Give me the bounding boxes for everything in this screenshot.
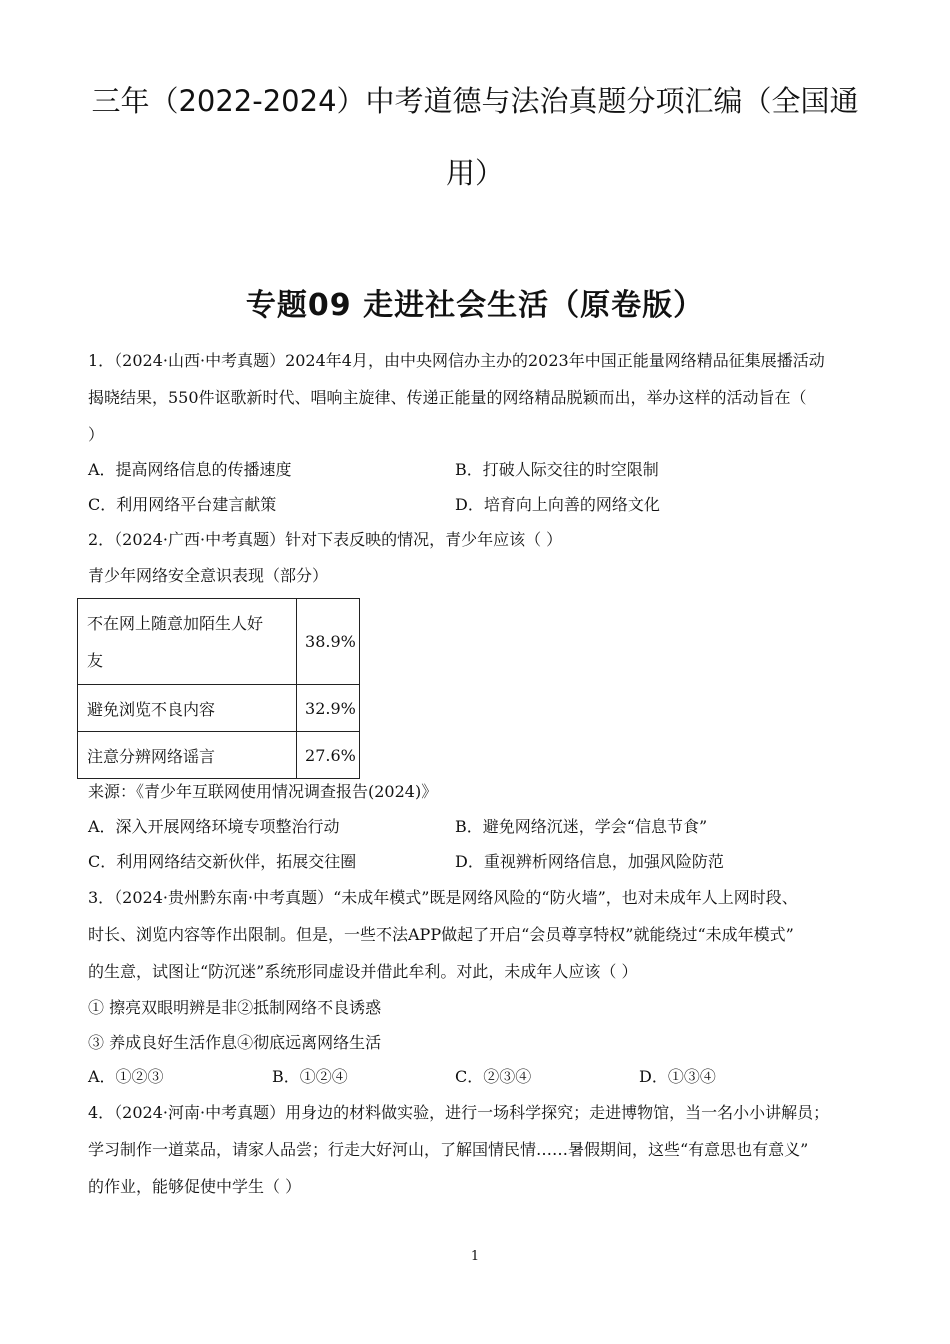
table-row: [78, 732, 360, 779]
question-1-line-3: ）: [88, 425, 105, 444]
question-3-line-2: 时长、浏览内容等作出限制。但是，一些不法APP做起了开启“会员尊享特权”就能绕过“未成年模式”: [88, 925, 794, 944]
table-cell-value: 32.9%: [297, 685, 360, 732]
question-2-option-b: B．避免网络沉迷，学会“信息节食”: [455, 817, 708, 836]
question-3-item-1: ① 擦亮双眼明辨是非②抵制网络不良诱惑: [88, 998, 382, 1017]
question-1-option-b: B．打破人际交往的时空限制: [455, 460, 659, 479]
question-1-option-c: C．利用网络平台建言献策: [88, 495, 277, 514]
question-3-option-b: B．①②④: [272, 1067, 348, 1086]
row-1-label-line-2: 友: [87, 650, 104, 670]
question-4-line-1: 4．（2024·河南·中考真题）用身边的材料做实验，进行一场科学探究；走进博物馆，当一名小小讲解员；: [88, 1103, 830, 1122]
table-source: 来源：《青少年互联网使用情况调查报告(2024)》: [88, 782, 438, 801]
question-3-option-c: C．②③④: [455, 1067, 532, 1086]
question-2-option-a: A．深入开展网络环境专项整治行动: [88, 817, 340, 836]
table-title: 青少年网络安全意识表现（部分）: [88, 566, 329, 585]
row-1-label-line-1: 不在网上随意加陌生人好: [87, 613, 264, 633]
table-cell-label: 避免浏览不良内容: [78, 685, 297, 732]
stats-table: [77, 598, 360, 779]
question-4-line-3: 的作业，能够促使中学生（ ）: [88, 1177, 302, 1196]
question-2-option-c: C．利用网络结交新伙伴，拓展交往圈: [88, 852, 357, 871]
table-row: [78, 685, 360, 732]
table-cell-label: 注意分辨网络谣言: [78, 732, 297, 779]
question-1-line-2: 揭晓结果，550件讴歌新时代、唱响主旋律、传递正能量的网络精品脱颖而出，举办这样的活动旨在（: [88, 388, 807, 407]
question-1-line-1: 1．（2024·山西·中考真题）2024年4月，由中央网信办主办的2023年中国正能量网络精品征集展播活动: [88, 351, 825, 370]
question-2-option-d: D．重视辨析网络信息，加强风险防范: [455, 852, 724, 871]
question-3-item-2: ③ 养成良好生活作息④彻底远离网络生活: [88, 1033, 382, 1052]
question-4-line-2: 学习制作一道菜品，请家人品尝；行走大好河山，了解国情民情……暑假期间，这些“有意思也有意义”: [88, 1140, 809, 1159]
question-3-option-a: A．①②③: [88, 1067, 164, 1086]
topic-title: 专题09 走进社会生活（原卷版）: [245, 288, 705, 323]
question-1-option-d: D．培育向上向善的网络文化: [455, 495, 660, 514]
table-cell-label: [78, 599, 297, 685]
table-row: [78, 599, 360, 685]
question-3-line-3: 的生意，试图让“防沉迷”系统形同虚设并借此牟利。对此，未成年人应该（ ）: [88, 962, 638, 981]
document-title-line-1: 三年（2022-2024）中考道德与法治真题分项汇编（全国通: [91, 84, 859, 118]
table-cell-value: 38.9%: [297, 599, 360, 685]
question-3-option-d: D．①③④: [639, 1067, 716, 1086]
table-cell-value: 27.6%: [297, 732, 360, 779]
document-title-line-2: 用）: [445, 156, 504, 190]
question-1-option-a: A．提高网络信息的传播速度: [88, 460, 292, 479]
question-2-stem: 2．（2024·广西·中考真题）针对下表反映的情况，青少年应该（ ）: [88, 530, 563, 549]
question-3-line-1: 3．（2024·贵州黔东南·中考真题）“未成年模式”既是网络风险的“防火墙”，也对未成年人上网时段、: [88, 888, 798, 907]
page-number: 1: [470, 1249, 480, 1264]
